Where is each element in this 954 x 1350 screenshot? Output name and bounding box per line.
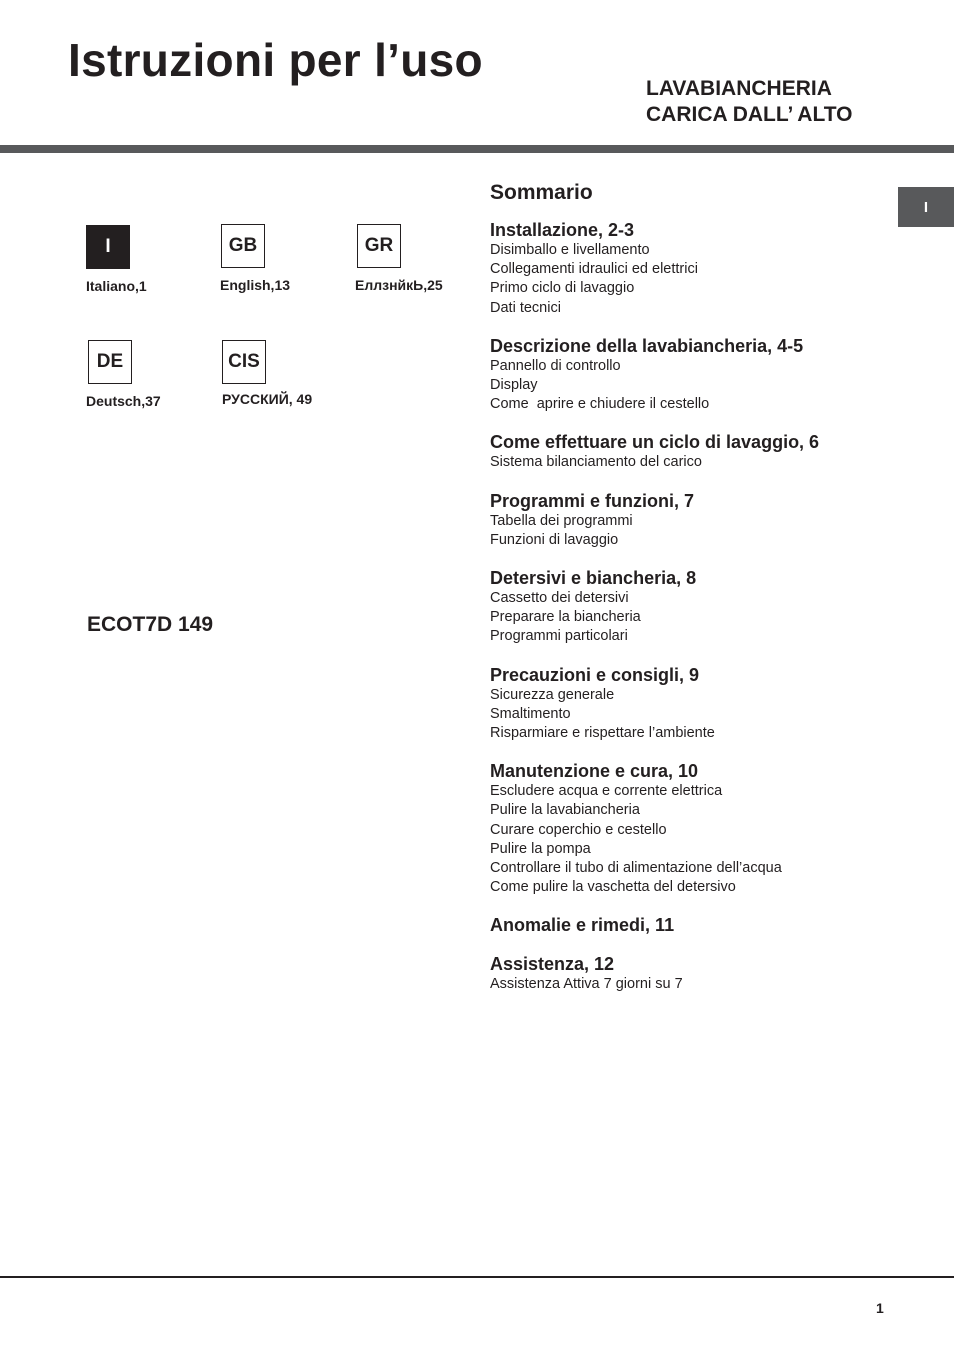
header-divider-bar: [0, 145, 954, 153]
toc-section-assistenza[interactable]: [490, 953, 890, 994]
language-code-box: CIS: [222, 340, 266, 384]
toc-section-title: Precauzioni e consigli, 9: [490, 664, 700, 685]
toc-subitem: Pannello di controllo: [490, 357, 621, 374]
toc-section-title: Anomalie e rimedi, 11: [490, 915, 675, 936]
product-subtitle: [646, 76, 853, 128]
toc-subitem: Controllare il tubo di alimentazione dell’acqua: [490, 860, 782, 877]
table-of-contents: [490, 180, 890, 1012]
toc-section-descrizione[interactable]: [490, 335, 890, 415]
language-item-russian[interactable]: [222, 340, 312, 407]
toc-section-title: Installazione, 2-3: [490, 220, 635, 240]
toc-subitem: Come aprire e chiudere il cestello: [490, 396, 710, 413]
language-label: ЕллзнйкЬ,25: [355, 277, 443, 293]
toc-section-title: Detersivi e biancheria, 8: [490, 568, 697, 589]
toc-subitem: Risparmiare e rispettare l’ambiente: [490, 725, 715, 742]
toc-subitem: Curare coperchio e cestello: [490, 821, 667, 838]
toc-section-title: Come effettuare un ciclo di lavaggio, 6: [490, 432, 820, 453]
toc-subitem: Assistenza Attiva 7 giorni su 7: [490, 976, 683, 993]
subtitle-line-1: LAVABIANCHERIA: [646, 77, 832, 100]
toc-subitem: Pulire la pompa: [490, 840, 591, 857]
language-code-box: DE: [88, 340, 132, 384]
toc-section-precauzioni[interactable]: [490, 664, 890, 744]
toc-subitem: Sicurezza generale: [490, 686, 615, 703]
language-code-box: I: [86, 225, 130, 269]
language-code-box: GR: [357, 224, 401, 268]
toc-subitem: Funzioni di lavaggio: [490, 531, 619, 548]
toc-subitem: Come pulire la vaschetta del detersivo: [490, 879, 736, 896]
toc-subitem: Preparare la biancheria: [490, 609, 641, 626]
model-number: ECOT7D 149: [87, 613, 214, 636]
toc-section-ciclo-lavaggio[interactable]: [490, 431, 890, 472]
language-item-deutsch[interactable]: [88, 340, 161, 409]
toc-subitem: Programmi particolari: [490, 628, 628, 645]
toc-section-detersivi[interactable]: [490, 567, 890, 647]
language-label: Deutsch,37: [86, 393, 161, 409]
toc-section-manutenzione[interactable]: [490, 760, 890, 897]
toc-section-title: Manutenzione e cura, 10: [490, 761, 699, 782]
language-label: English,13: [220, 277, 291, 293]
toc-subitem: Disimballo e livellamento: [490, 242, 650, 258]
toc-subitem: Tabella dei programmi: [490, 512, 633, 529]
footer-divider: [0, 1276, 954, 1278]
language-label: Italiano,1: [86, 278, 147, 294]
toc-subitem: Collegamenti idraulici ed elettrici: [490, 261, 698, 278]
toc-subitem: Escludere acqua e corrente elettrica: [490, 783, 723, 800]
toc-subitem: Sistema bilanciamento del carico: [490, 454, 702, 471]
subtitle-line-2: CARICA DALL’ ALTO: [646, 103, 853, 126]
toc-section-programmi[interactable]: [490, 490, 890, 550]
language-item-italiano[interactable]: [86, 225, 147, 294]
toc-section-title: Assistenza, 12: [490, 954, 615, 975]
toc-section-anomalie[interactable]: [490, 914, 890, 936]
toc-section-title: Descrizione della lavabiancheria, 4-5: [490, 335, 804, 356]
language-item-greek[interactable]: [357, 224, 443, 293]
language-label: РУССКИЙ, 49: [222, 391, 313, 407]
toc-section-title: Programmi e funzioni, 7: [490, 490, 695, 511]
toc-section-installazione[interactable]: [490, 219, 890, 318]
toc-subitem: Cassetto dei detersivi: [490, 590, 629, 607]
language-code-box: GB: [221, 224, 265, 268]
language-item-english[interactable]: [221, 224, 290, 293]
toc-subitem: Display: [490, 377, 538, 394]
page-number: 1: [876, 1300, 884, 1316]
toc-subitem: Pulire la lavabiancheria: [490, 802, 640, 819]
toc-title: Sommario: [490, 181, 593, 204]
toc-subitem: Smaltimento: [490, 705, 571, 722]
language-side-tab: I: [898, 187, 954, 227]
toc-subitem: Dati tecnici: [490, 299, 561, 316]
toc-subitem: Primo ciclo di lavaggio: [490, 280, 635, 297]
page-title: Istruzioni per l’uso: [68, 34, 483, 86]
